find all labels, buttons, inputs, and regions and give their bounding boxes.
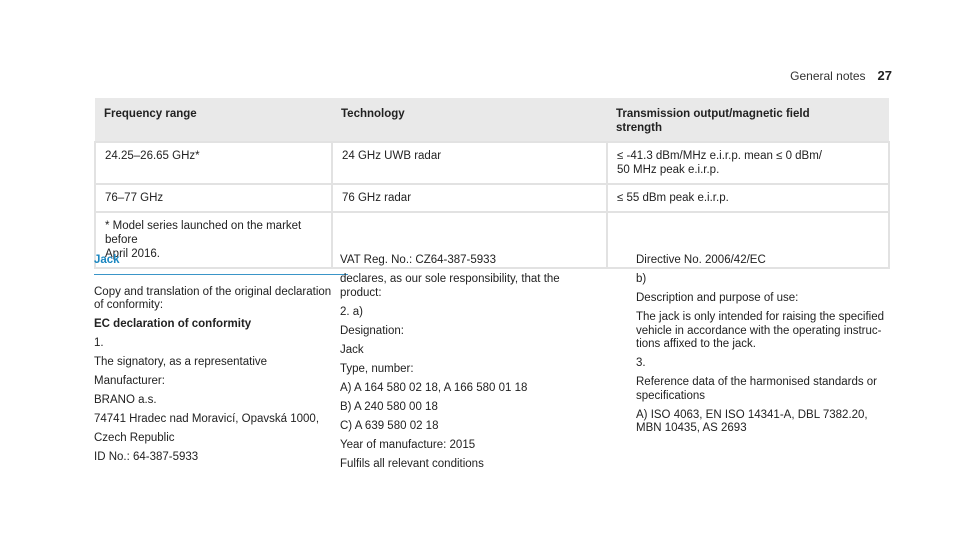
table-row (95, 184, 889, 212)
paragraph: 1. (94, 337, 104, 349)
paragraph: b) (636, 273, 647, 285)
paragraph: 3. (636, 357, 646, 369)
paragraph: B) A 240 580 00 18 (340, 400, 438, 413)
page-header (790, 68, 892, 83)
paragraph: declares, as our sole responsibility, that the product: (340, 273, 560, 299)
paragraph: Fulfils all relevant conditions (340, 457, 484, 470)
table-cell: ≤ -41.3 dBm/MHz e.i.r.p. mean ≤ 0 dBm/ 50 MHz peak e.i.r.p. (607, 142, 889, 184)
paragraph: Directive No. 2006/42/EC (636, 254, 766, 266)
paragraph: A) ISO 4063, EN ISO 14341-A, DBL 7382.20, MBN 10435, AS 2693 (636, 408, 868, 434)
paragraph: 74741 Hradec nad Moravicí, Opavská 1000, (94, 413, 320, 425)
ec-declaration-heading: EC declaration of conformity (94, 318, 252, 330)
section-title: General notes (790, 69, 866, 83)
frequency-table (94, 98, 890, 269)
jack-column-3 (636, 254, 898, 441)
paragraph: C) A 639 580 02 18 (340, 419, 439, 432)
paragraph: Manufacturer: (94, 375, 165, 387)
paragraph: The jack is only intended for raising the specified vehicle in accordance with the operating instruc- tions affixed to the jack. (636, 311, 885, 350)
jack-heading: Jack (94, 254, 348, 275)
paragraph: ID No.: 64-387-5933 (94, 451, 199, 463)
table-row (95, 142, 889, 184)
paragraph: Copy and translation of the original declaration of conformity: (94, 285, 332, 311)
page-number: 27 (877, 68, 892, 83)
header-technology: Technology (332, 98, 607, 142)
paragraph: The signatory, as a representative (94, 356, 268, 368)
jack-column-1 (94, 254, 350, 470)
header-frequency-range: Frequency range (95, 98, 332, 142)
paragraph: Description and purpose of use: (636, 292, 799, 304)
table-cell: ≤ 55 dBm peak e.i.r.p. (607, 184, 889, 212)
paragraph: BRANO a.s. (94, 394, 157, 406)
table-cell: 24.25–26.65 GHz* (95, 142, 332, 184)
paragraph: A) A 164 580 02 18, A 166 580 01 18 (340, 381, 528, 394)
table-footnote: * Model series launched on the market before April 2016. (95, 212, 332, 268)
paragraph: Czech Republic (94, 432, 175, 444)
paragraph: Jack (340, 343, 364, 356)
table-cell: 76–77 GHz (95, 184, 332, 212)
paragraph: Designation: (340, 324, 404, 337)
table-cell: 76 GHz radar (332, 184, 607, 212)
paragraph: 2. a) (340, 305, 364, 318)
paragraph: VAT Reg. No.: CZ64-387-5933 (340, 254, 496, 266)
header-transmission-output: Transmission output/magnetic field strength (607, 98, 889, 142)
table-header-row (95, 98, 889, 142)
table-cell: 24 GHz UWB radar (332, 142, 607, 184)
paragraph: Year of manufacture: 2015 (340, 438, 476, 451)
paragraph: Type, number: (340, 362, 414, 375)
paragraph: Reference data of the harmonised standards or specifications (636, 376, 878, 402)
jack-column-2 (340, 254, 605, 477)
